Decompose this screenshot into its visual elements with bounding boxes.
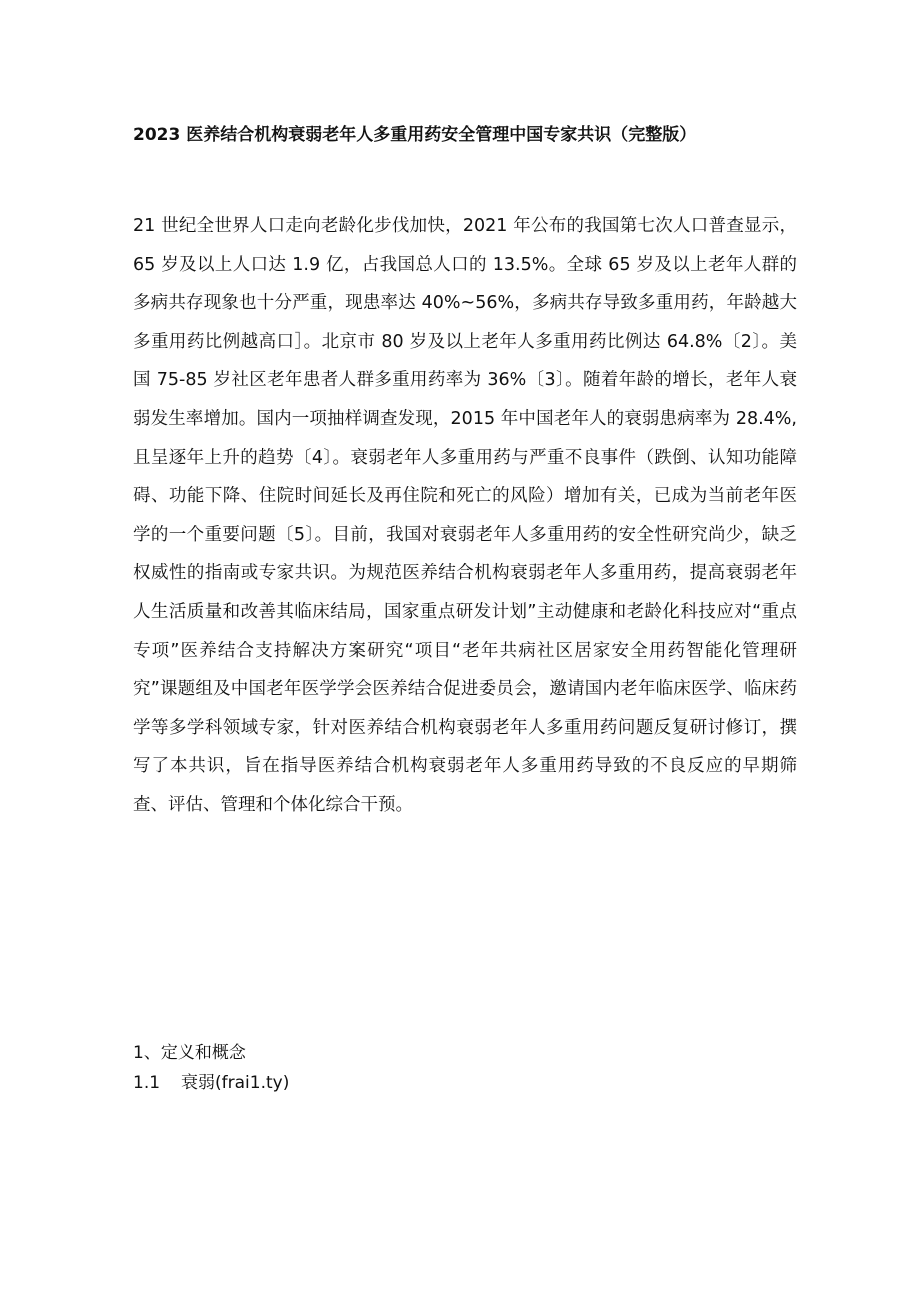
section-heading-definitions: 1、定义和概念 (133, 1043, 246, 1063)
subsection-title: 衰弱(frai1.ty) (181, 1073, 290, 1093)
subsection-number: 1.1 (133, 1073, 161, 1093)
subsection-heading-frailty (133, 1070, 289, 1096)
document-title: 2023 医养结合机构衰弱老年人多重用药安全管理中国专家共识（完整版） (133, 125, 697, 145)
intro-paragraph: 21 世纪全世界人口走向老龄化步伐加快，2021 年公布的我国第七次人口普查显示，65 岁及以上人口达 1.9 亿，占我国总人口的 13.5%。全球 65 岁及以上老年人群的多病共存现象也十分严重，现患率达 40%~56%，多病共存导致多重用药，年龄越大多重用药比例越高口］。北京市 80 岁及以上老年人多重用药比例达 64.8%〔2〕。美国 75-85 岁社区老年患者人群多重用药率为 36%〔3〕。随着年龄的增长，老年人衰弱发生率增加。国内一项抽样调查发现，2015 年中国老年人的衰弱患病率为 28.4%,且呈逐年上升的趋势〔4〕。衰弱老年人多重用药与严重不良事件（跌倒、认知功能障碍、功能下降、住院时间延长及再住院和死亡的风险）增加有关，已成为当前老年医学的一个重要问题〔5〕。目前，我国对衰弱老年人多重用药的安全性研究尚少，缺乏权威性的指南或专家共识。为规范医养结合机构衰弱老年人多重用药，提高衰弱老年人生活质量和改善其临床结局，国家重点研发计划”主动健康和老龄化科技应对“重点专项”医养结合支持解决方案研究“项目“老年共病社区居家安全用药智能化管理研究”课题组及中国老年医学学会医养结合促进委员会，邀请国内老年临床医学、临床药学等多学科领域专家，针对医养结合机构衰弱老年人多重用药问题反复研讨修订，撰写了本共识，旨在指导医养结合机构衰弱老年人多重用药导致的不良反应的早期筛查、评估、管理和个体化综合干预。 (133, 216, 797, 815)
